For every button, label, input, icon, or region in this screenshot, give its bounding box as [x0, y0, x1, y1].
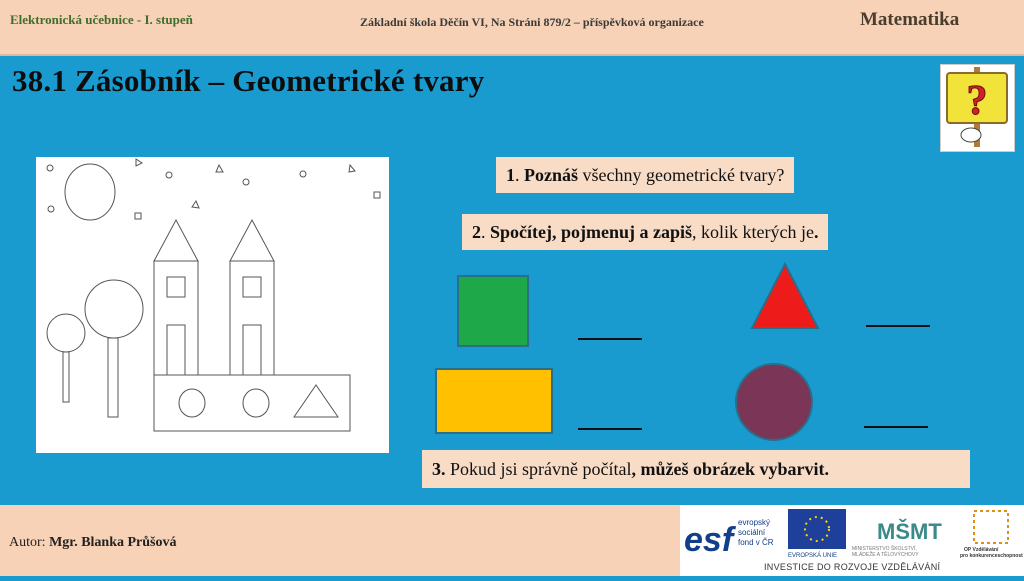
svg-text:EVROPSKÁ UNIE: EVROPSKÁ UNIE — [788, 553, 838, 559]
header-bar — [0, 0, 1024, 56]
footer-bar — [0, 505, 1024, 576]
task-2-sep: . — [481, 222, 490, 242]
task-3-number: 3. — [432, 459, 446, 479]
task-3-text: Pokud jsi správně počítal — [445, 459, 632, 479]
task-3 — [422, 450, 970, 488]
yellow-rectangle-shape — [435, 368, 553, 434]
header-left: Elektronická učebnice - I. stupeň — [10, 12, 193, 27]
author-line — [9, 535, 177, 551]
author-label: Autor: — [9, 535, 50, 550]
task-2 — [462, 214, 828, 250]
task-1-text: všechny geometrické tvary? — [578, 165, 785, 185]
purple-circle-shape — [734, 362, 814, 442]
task-3-bold: , můžeš obrázek vybarvit. — [631, 459, 829, 479]
answer-line-circle[interactable] — [864, 426, 928, 428]
svg-text:MŠMT: MŠMT — [877, 519, 942, 544]
task-1-number: 1 — [506, 165, 515, 185]
author-name: Mgr. Blanka Průšová — [49, 535, 177, 550]
answer-line-square[interactable] — [578, 338, 642, 340]
task-2-bold: Spočítej, pojmenuj a zapiš — [490, 222, 692, 242]
svg-text:MLÁDEŽE A TĚLOVÝCHOVY: MLÁDEŽE A TĚLOVÝCHOVY — [852, 552, 919, 558]
page-title: 38.1 Zásobník – Geometrické tvary — [12, 63, 485, 98]
svg-text:?: ? — [966, 78, 988, 124]
answer-line-rectangle[interactable] — [578, 428, 642, 430]
red-triangle-shape — [750, 262, 820, 330]
green-square-shape — [457, 275, 527, 345]
svg-text:evropský: evropský — [738, 518, 771, 527]
outline-drawing — [36, 157, 389, 453]
svg-text:fond v ČR: fond v ČR — [738, 538, 774, 547]
investment-caption: INVESTICE DO ROZVOJE VZDĚLÁVÁNÍ — [764, 562, 941, 572]
task-2-end: . — [813, 222, 819, 242]
task-1-sep: . — [515, 165, 524, 185]
svg-text:OP Vzdělávání: OP Vzdělávání — [964, 547, 999, 553]
svg-text:MINISTERSTVO ŠKOLSTVÍ,: MINISTERSTVO ŠKOLSTVÍ, — [852, 546, 917, 552]
svg-text:esf: esf — [684, 521, 734, 559]
task-1-bold: Poznáš — [524, 165, 578, 185]
question-sign-icon — [940, 64, 1015, 152]
svg-text:sociální: sociální — [738, 528, 766, 537]
task-2-text: , kolik kterých je — [692, 222, 814, 242]
header-subject: Matematika — [860, 9, 960, 30]
task-2-number: 2 — [472, 222, 481, 242]
funding-logos — [680, 505, 1024, 576]
svg-text:pro konkurenceschopnost: pro konkurenceschopnost — [960, 553, 1023, 559]
answer-line-triangle[interactable] — [866, 325, 930, 327]
header-school: Základní škola Děčín VI, Na Stráni 879/2 – příspěvková organizace — [360, 15, 704, 29]
task-1 — [496, 157, 794, 193]
